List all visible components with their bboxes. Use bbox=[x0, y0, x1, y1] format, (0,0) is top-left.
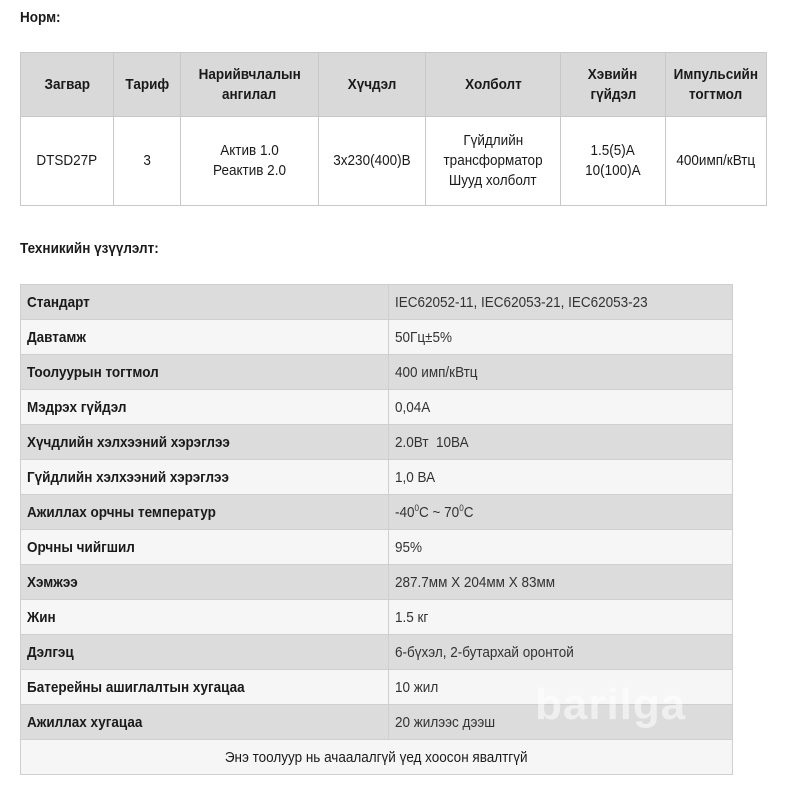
spec-value: 0,04А bbox=[389, 390, 733, 425]
norm-header-row bbox=[21, 53, 767, 117]
tech-heading: Техникийн үзүүлэлт: bbox=[20, 240, 159, 257]
spec-row bbox=[21, 705, 733, 740]
cell-voltage: 3x230(400)В bbox=[319, 117, 426, 206]
spec-row bbox=[21, 635, 733, 670]
norm-data-row bbox=[21, 117, 767, 206]
cell-connection: Гүйдлийн трансформатор Шууд холболт bbox=[426, 117, 561, 206]
spec-value: 400 имп/кВтц bbox=[389, 355, 733, 390]
spec-row bbox=[21, 285, 733, 320]
spec-label: Хүчдлийн хэлхээний хэрэглээ bbox=[21, 425, 389, 460]
spec-label: Батерейны ашиглалтын хугацаа bbox=[21, 670, 389, 705]
spec-value: 20 жилээс дээш bbox=[389, 705, 733, 740]
spec-label: Стандарт bbox=[21, 285, 389, 320]
norm-heading: Норм: bbox=[20, 9, 61, 26]
spec-row bbox=[21, 355, 733, 390]
spec-value: 10 жил bbox=[389, 670, 733, 705]
spec-row bbox=[21, 565, 733, 600]
header-current: Хэвийн гүйдэл bbox=[561, 53, 666, 117]
spec-row bbox=[21, 460, 733, 495]
spec-table bbox=[20, 284, 733, 775]
spec-value: 2.0Вт 10ВА bbox=[389, 425, 733, 460]
spec-value: 1.5 кг bbox=[389, 600, 733, 635]
cell-model: DTSD27P bbox=[21, 117, 114, 206]
spec-row bbox=[21, 320, 733, 355]
spec-value: 287.7мм X 204мм X 83мм bbox=[389, 565, 733, 600]
header-impulse: Импульсийн тогтмол bbox=[666, 53, 767, 117]
spec-label: Мэдрэх гүйдэл bbox=[21, 390, 389, 425]
spec-value: 1,0 ВА bbox=[389, 460, 733, 495]
header-model: Загвар bbox=[21, 53, 114, 117]
cell-tariff: 3 bbox=[114, 117, 181, 206]
spec-label: Жин bbox=[21, 600, 389, 635]
header-tariff: Тариф bbox=[114, 53, 181, 117]
spec-note: Энэ тоолуур нь ачаалалгүй үед хоосон явалтгүй bbox=[21, 740, 733, 775]
spec-value: 50Гц±5% bbox=[389, 320, 733, 355]
spec-value: 6-бүхэл, 2-бутархай оронтой bbox=[389, 635, 733, 670]
spec-row bbox=[21, 425, 733, 460]
spec-label: Хэмжээ bbox=[21, 565, 389, 600]
spec-label: Давтамж bbox=[21, 320, 389, 355]
header-connection: Холболт bbox=[426, 53, 561, 117]
norm-table bbox=[20, 52, 767, 206]
spec-value: IEC62052-11, IEC62053-21, IEC62053-23 bbox=[389, 285, 733, 320]
spec-label: Орчны чийгшил bbox=[21, 530, 389, 565]
spec-label: Дэлгэц bbox=[21, 635, 389, 670]
cell-impulse: 400имп/кВтц bbox=[666, 117, 767, 206]
spec-label: Тоолуурын тогтмол bbox=[21, 355, 389, 390]
spec-row bbox=[21, 600, 733, 635]
cell-accuracy: Актив 1.0 Реактив 2.0 bbox=[181, 117, 319, 206]
spec-value: 95% bbox=[389, 530, 733, 565]
spec-note-row bbox=[21, 740, 733, 775]
spec-row bbox=[21, 530, 733, 565]
spec-row bbox=[21, 495, 733, 530]
spec-row bbox=[21, 390, 733, 425]
spec-row bbox=[21, 670, 733, 705]
watermark-logo: barilga bbox=[535, 680, 687, 729]
spec-label: Ажиллах хугацаа bbox=[21, 705, 389, 740]
spec-label: Ажиллах орчны температур bbox=[21, 495, 389, 530]
header-accuracy: Нарийвчлалын ангилал bbox=[181, 53, 319, 117]
cell-current: 1.5(5)А 10(100)А bbox=[561, 117, 666, 206]
header-voltage: Хүчдэл bbox=[319, 53, 426, 117]
spec-label: Гүйдлийн хэлхээний хэрэглээ bbox=[21, 460, 389, 495]
spec-value: $-40^0C$ ~ $70^0C$ bbox=[389, 495, 733, 530]
